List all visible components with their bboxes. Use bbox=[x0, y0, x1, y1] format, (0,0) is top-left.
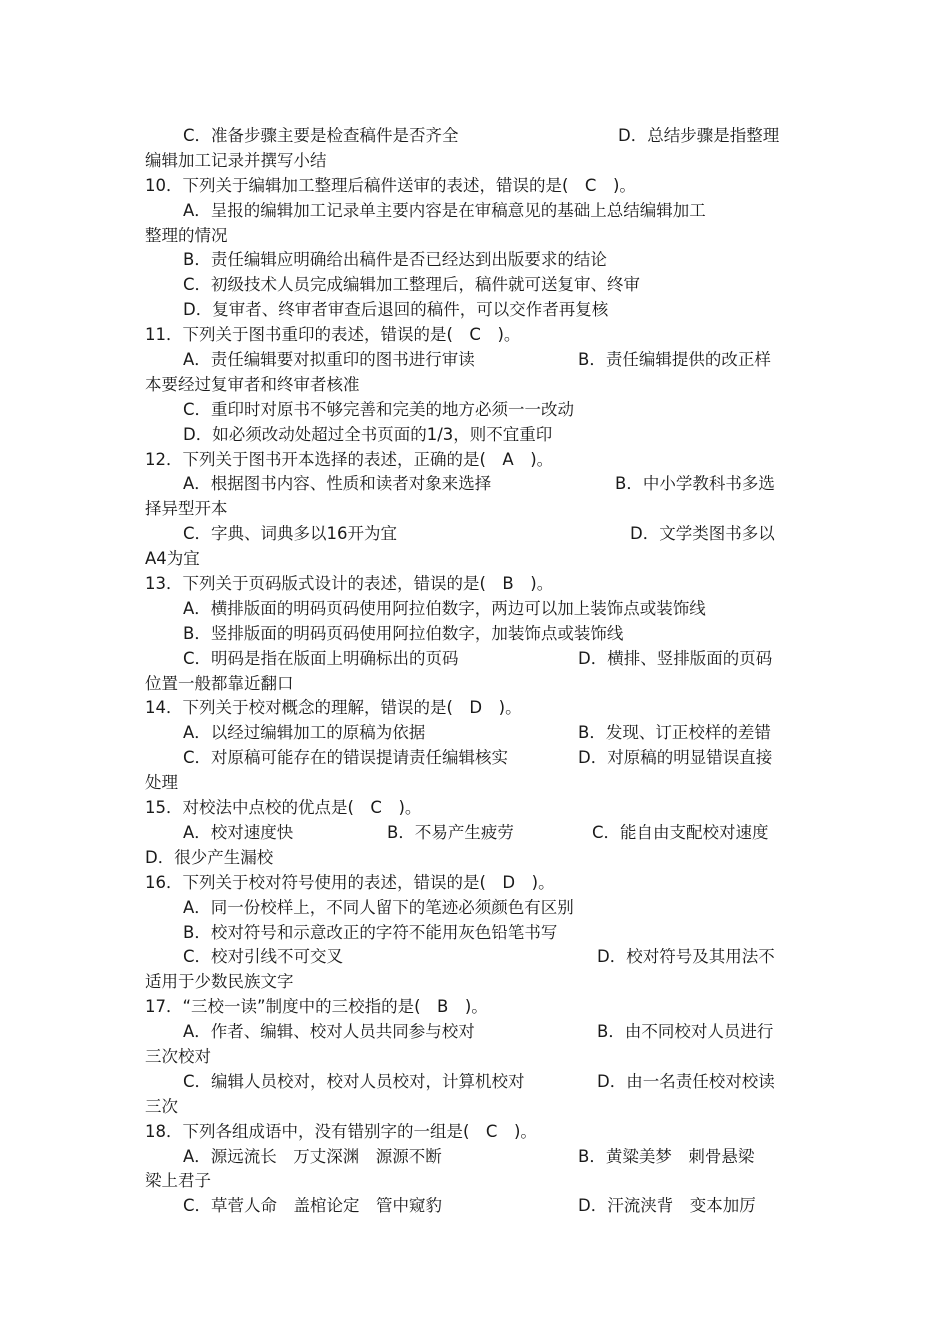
line-text: C．校对引线不可交叉 bbox=[183, 947, 344, 967]
line-text: 整理的情况 bbox=[145, 225, 228, 245]
option-text: D．由一名责任校对校读 bbox=[597, 1071, 775, 1091]
text-line bbox=[145, 199, 810, 224]
option-text: B．发现、订正校样的差错 bbox=[578, 723, 771, 743]
option-text: D．横排、竖排版面的页码 bbox=[578, 648, 773, 668]
line-text: A4为宜 bbox=[145, 549, 200, 569]
line-text: A．根据图书内容、性质和读者对象来选择 bbox=[183, 474, 492, 494]
line-text: D．复审者、终审者审查后退回的稿件，可以交作者再复核 bbox=[183, 300, 609, 320]
line-text: B．校对符号和示意改正的字符不能用灰色铅笔书写 bbox=[183, 922, 558, 942]
text-line bbox=[145, 572, 810, 597]
line-text: 择异型开本 bbox=[145, 499, 228, 519]
option-text: D．对原稿的明显错误直接 bbox=[578, 748, 773, 768]
text-line bbox=[145, 871, 810, 896]
text-line bbox=[145, 945, 810, 970]
text-line bbox=[145, 796, 810, 821]
line-text: A．横排版面的明码页码使用阿拉伯数字，两边可以加上装饰点或装饰线 bbox=[183, 598, 706, 618]
text-line bbox=[145, 124, 810, 149]
text-line bbox=[145, 298, 810, 323]
text-line bbox=[145, 1095, 810, 1120]
text-line bbox=[145, 472, 810, 497]
text-line bbox=[145, 1045, 810, 1070]
text-line bbox=[145, 423, 810, 448]
option-text: D．校对符号及其用法不 bbox=[597, 947, 775, 967]
option-text: D．总结步骤是指整理 bbox=[618, 126, 780, 145]
option-text: C．能自由支配校对速度 bbox=[592, 822, 769, 842]
text-line bbox=[145, 721, 810, 746]
option-text: D．汗流浃背 变本加厉 bbox=[578, 1196, 756, 1216]
document-page bbox=[145, 124, 810, 1219]
line-text: 16．下列关于校对符号使用的表述，错误的是( D )。 bbox=[145, 872, 555, 892]
line-text: A．源远流长 万丈深渊 源源不断 bbox=[183, 1146, 442, 1166]
line-text: 13．下列关于页码版式设计的表述，错误的是( B )。 bbox=[145, 574, 554, 594]
option-text: B．黄粱美梦 刺骨悬梁 bbox=[578, 1146, 755, 1166]
text-line bbox=[145, 896, 810, 921]
text-line bbox=[145, 622, 810, 647]
line-text: C．重印时对原书不够完善和完美的地方必须一一改动 bbox=[183, 399, 575, 419]
text-line bbox=[145, 672, 810, 697]
line-text: 三次校对 bbox=[145, 1046, 211, 1066]
line-text: B．责任编辑应明确给出稿件是否已经达到出版要求的结论 bbox=[183, 250, 607, 270]
line-text: A．责任编辑要对拟重印的图书进行审读 bbox=[183, 350, 475, 370]
line-text: A．校对速度快 bbox=[183, 822, 294, 842]
line-text: 10．下列关于编辑加工整理后稿件送审的表述，错误的是( C )。 bbox=[145, 175, 636, 195]
option-text: B．中小学教科书多选 bbox=[615, 474, 775, 494]
text-line bbox=[145, 273, 810, 298]
line-text: A．作者、编辑、校对人员共同参与校对 bbox=[183, 1022, 475, 1042]
line-text: C．准备步骤主要是检查稿件是否齐全 bbox=[183, 126, 459, 145]
line-text: 适用于少数民族文字 bbox=[145, 972, 294, 992]
option-text: B．不易产生疲劳 bbox=[387, 822, 514, 842]
text-line bbox=[145, 1169, 810, 1194]
line-text: B．竖排版面的明码页码使用阿拉伯数字，加装饰点或装饰线 bbox=[183, 623, 624, 643]
text-line bbox=[145, 149, 810, 174]
line-text: C．初级技术人员完成编辑加工整理后，稿件就可送复审、终审 bbox=[183, 275, 641, 295]
text-line bbox=[145, 497, 810, 522]
text-line bbox=[145, 174, 810, 199]
text-line bbox=[145, 224, 810, 249]
text-line bbox=[145, 248, 810, 273]
line-text: C．明码是指在版面上明确标出的页码 bbox=[183, 648, 459, 668]
text-line bbox=[145, 746, 810, 771]
text-line bbox=[145, 846, 810, 871]
line-text: A．同一份校样上，不同人留下的笔迹必须颜色有区别 bbox=[183, 897, 574, 917]
option-text: B．由不同校对人员进行 bbox=[597, 1022, 774, 1042]
text-line bbox=[145, 1194, 810, 1219]
text-line bbox=[145, 522, 810, 547]
line-text: D．很少产生漏校 bbox=[145, 847, 274, 867]
text-line bbox=[145, 647, 810, 672]
text-line bbox=[145, 373, 810, 398]
text-line bbox=[145, 921, 810, 946]
line-text: 14．下列关于校对概念的理解，错误的是( D )。 bbox=[145, 698, 522, 718]
line-text: 三次 bbox=[145, 1096, 178, 1116]
option-text: D．文学类图书多以 bbox=[630, 524, 775, 544]
line-text: C．对原稿可能存在的错误提请责任编辑核实 bbox=[183, 748, 509, 768]
line-text: 本要经过复审者和终审者核准 bbox=[145, 374, 360, 394]
text-line bbox=[145, 597, 810, 622]
text-line bbox=[145, 696, 810, 721]
line-text: C．字典、词典多以16开为宜 bbox=[183, 524, 398, 544]
line-text: 17．“三校一读”制度中的三校指的是( B )。 bbox=[145, 997, 488, 1017]
line-text: 处理 bbox=[145, 773, 178, 793]
text-line bbox=[145, 1020, 810, 1045]
line-text: D．如必须改动处超过全书页面的1/3，则不宜重印 bbox=[183, 424, 553, 444]
line-text: 位置一般都靠近翻口 bbox=[145, 673, 294, 693]
text-line bbox=[145, 1070, 810, 1095]
line-text: C．草菅人命 盖棺论定 管中窥豹 bbox=[183, 1196, 443, 1216]
text-line bbox=[145, 970, 810, 995]
option-text: B．责任编辑提供的改正样 bbox=[578, 350, 771, 370]
text-line bbox=[145, 448, 810, 473]
text-line bbox=[145, 1145, 810, 1170]
text-line bbox=[145, 1120, 810, 1145]
line-text: 11．下列关于图书重印的表述，错误的是( C )。 bbox=[145, 325, 521, 345]
text-line bbox=[145, 821, 810, 846]
line-text: A．以经过编辑加工的原稿为依据 bbox=[183, 723, 426, 743]
text-line bbox=[145, 323, 810, 348]
text-line bbox=[145, 995, 810, 1020]
text-line bbox=[145, 348, 810, 373]
line-text: C．编辑人员校对，校对人员校对，计算机校对 bbox=[183, 1071, 525, 1091]
text-line bbox=[145, 547, 810, 572]
line-text: 18．下列各组成语中，没有错别字的一组是( C )。 bbox=[145, 1121, 537, 1141]
line-text: 梁上君子 bbox=[145, 1171, 211, 1191]
line-text: 12．下列关于图书开本选择的表述，正确的是( A )。 bbox=[145, 449, 554, 469]
line-text: 编辑加工记录并撰写小结 bbox=[145, 150, 327, 170]
line-text: A．呈报的编辑加工记录单主要内容是在审稿意见的基础上总结编辑加工 bbox=[183, 200, 706, 220]
text-line bbox=[145, 398, 810, 423]
line-text: 15．对校法中点校的优点是( C )。 bbox=[145, 798, 422, 818]
text-line bbox=[145, 771, 810, 796]
